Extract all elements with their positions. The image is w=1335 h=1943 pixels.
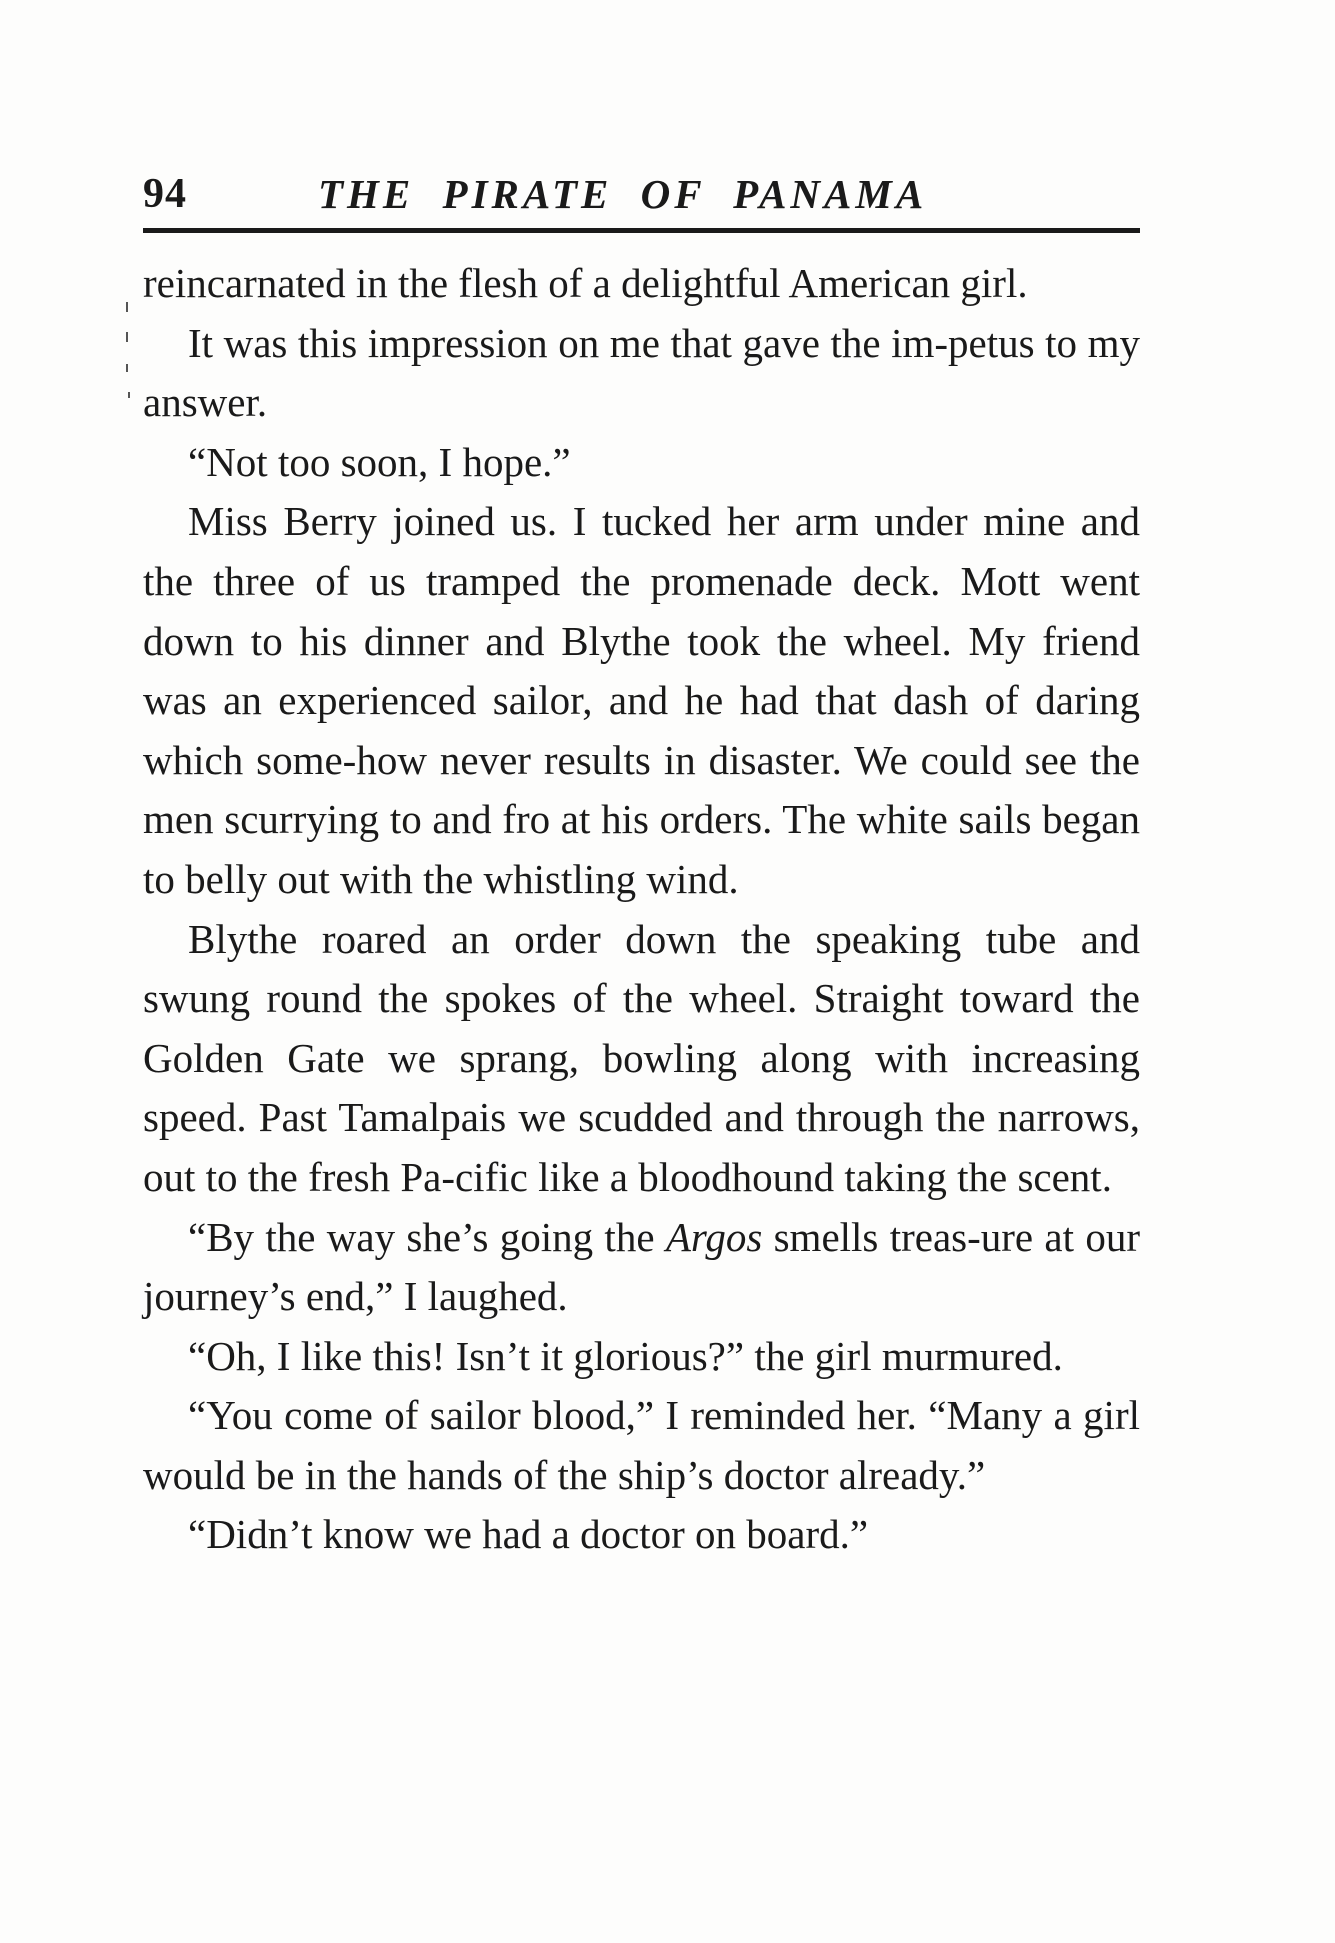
paragraph-dialogue: “Didn’t know we had a doctor on board.” <box>188 1511 869 1558</box>
body-text <box>143 254 1140 1565</box>
paragraph: It was this impression on me that gave the im-petus to my answer. <box>143 319 1140 426</box>
scan-speck <box>126 302 128 312</box>
dialogue-text-after: smells treas-ure at our journey’s end,” I laughed. <box>143 1213 1140 1320</box>
ship-name-italic: Argos <box>665 1213 763 1260</box>
scan-speck <box>126 332 128 342</box>
paragraph-dialogue: “Not too soon, I hope.” <box>188 438 571 485</box>
dialogue-text-before: “By the way she’s going the <box>188 1213 666 1260</box>
paragraph: Blythe roared an order down the speaking tube and swung round the spokes of the wheel. Straight toward the Golden Gate we sprang, bowling along with increasing speed. Past Tamalpais we scudded and through the narrows, out to the fresh Pa-cific like a bloodhound taking the scent. <box>143 915 1140 1200</box>
scan-speck <box>126 364 128 372</box>
header-rule <box>143 228 1140 233</box>
paragraph: Miss Berry joined us. I tucked her arm under mine and the three of us tramped the promenade deck. Mott went down to his dinner and Blythe took the wheel. My friend was an experienced sailor, and he had that dash of daring which some-how never results in disaster. We could see the men scurrying to and fro at his orders. The white sails began to belly out with the whistling wind. <box>143 498 1140 902</box>
page-header <box>143 170 1140 232</box>
paragraph-dialogue <box>143 1208 1140 1327</box>
paragraph-continuation: reincarnated in the flesh of a delightful American girl. <box>143 260 1028 306</box>
paragraph-dialogue: “You come of sailor blood,” I reminded her. “Many a girl would be in the hands of the ship’s doctor already.” <box>143 1392 1140 1498</box>
paragraph-dialogue: “Oh, I like this! Isn’t it glorious?” the girl murmured. <box>188 1332 1063 1379</box>
scan-speck <box>128 392 130 398</box>
page-number: 94 <box>143 171 187 217</box>
running-title: THE PIRATE OF PANAMA <box>318 171 928 217</box>
